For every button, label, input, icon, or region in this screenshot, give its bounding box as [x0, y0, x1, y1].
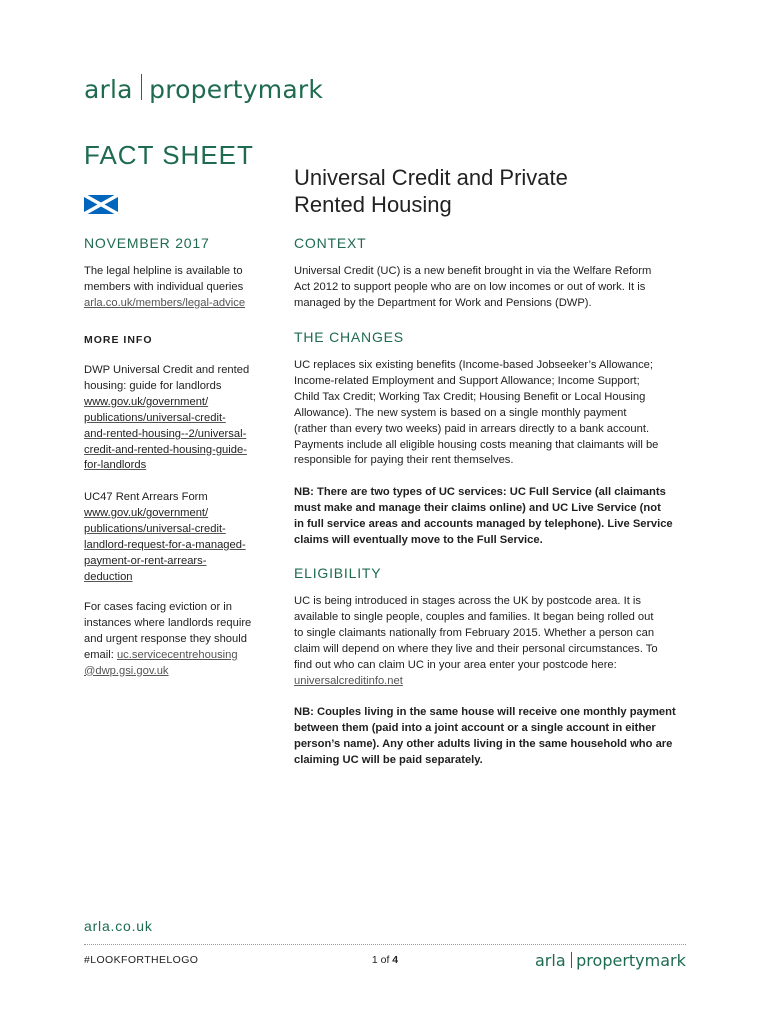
date-heading: NOVEMBER 2017: [84, 235, 210, 251]
eviction-text-2: instances where landlords require: [84, 616, 252, 629]
changes-line: Allowance). The new system is based on a single monthly payment: [294, 406, 627, 419]
changes-line: Child Tax Credit; Working Tax Credit; Housing Benefit or Local Housing: [294, 390, 646, 403]
page-total: 4: [392, 954, 399, 966]
dwp-guide-link[interactable]: [84, 395, 274, 475]
helpline-text-2: members with individual queries: [84, 280, 244, 293]
eviction-text-1: For cases facing eviction or in: [84, 601, 232, 613]
logo-divider: [141, 74, 143, 100]
guide-link-line: publications/universal-credit-: [84, 411, 226, 424]
document-title: [294, 164, 694, 218]
uc47-title: UC47 Rent Arrears Form: [84, 491, 208, 503]
changes-paragraph: [294, 358, 694, 469]
legal-advice-link[interactable]: arla.co.uk/members/legal-advice: [84, 296, 246, 309]
universal-credit-info-link[interactable]: universalcreditinfo.net: [294, 674, 403, 687]
context-line: managed by the Department for Work and Pensions (DWP).: [294, 296, 592, 309]
footer-logo: [535, 951, 686, 970]
eligibility-line: available to single people, couples and families. It began being rolled out: [294, 610, 654, 623]
eligibility-nb-line: person’s name). Any other adults living in the same household who are: [294, 737, 673, 750]
logo-arla: arla: [84, 75, 133, 104]
helpline-block: [84, 264, 274, 312]
eligibility-line: to single claimants nationally from February 2015. Whether a person can: [294, 626, 655, 639]
context-paragraph: [294, 264, 694, 312]
uc47-link-line: landlord-request-for-a-managed-: [84, 538, 246, 551]
uc47-link-line: www.gov.uk/government/: [84, 506, 209, 519]
uc47-link-line: publications/universal-credit-: [84, 522, 226, 535]
context-line: Universal Credit (UC) is a new benefit brought in via the Welfare Reform: [294, 265, 652, 277]
uc47-link-line: payment-or-rent-arrears-: [84, 554, 207, 567]
page-number-prefix: 1 of: [371, 954, 393, 966]
changes-line: UC replaces six existing benefits (Income-based Jobseeker’s Allowance;: [294, 359, 654, 371]
logo-propertymark: propertymark: [149, 75, 324, 104]
changes-nb-line: must make and manage their claims online) and UC Live Service (not: [294, 501, 661, 514]
context-heading: CONTEXT: [294, 235, 367, 251]
footer-hashtag: #LOOKFORTHELOGO: [84, 954, 199, 966]
changes-nb: [294, 485, 694, 549]
changes-nb-line: NB: There are two types of UC services: UC Full Service (all claimants: [294, 486, 666, 498]
changes-line: (rather than every two weeks) paid in arrears directly to a bank account.: [294, 422, 650, 435]
guide-link-line: and-rented-housing--2/universal-: [84, 427, 247, 440]
changes-nb-line: claims will eventually move to the Full Service.: [294, 533, 543, 546]
footer-logo-propertymark: propertymark: [576, 951, 686, 970]
eligibility-line: UC is being introduced in stages across the UK by postcode area. It is: [294, 595, 641, 607]
changes-heading: THE CHANGES: [294, 329, 404, 345]
eviction-block: [84, 600, 274, 680]
helpline-text-1: The legal helpline is available to: [84, 265, 243, 277]
uc47-link-line: deduction: [84, 570, 133, 583]
eligibility-line: find out who can claim UC in your area enter your postcode here:: [294, 658, 617, 671]
uc47-block: [84, 490, 274, 585]
eligibility-paragraph: [294, 594, 694, 689]
scotland-flag-icon: [84, 195, 118, 214]
guide-text-1: DWP Universal Credit and rented: [84, 364, 250, 376]
eviction-email-link-domain[interactable]: @dwp.gsi.gov.uk: [84, 664, 169, 677]
footer-site-link[interactable]: arla.co.uk: [84, 918, 153, 934]
footer-logo-divider: [571, 952, 573, 968]
eligibility-nb-line: claiming UC will be paid separately.: [294, 753, 483, 766]
guide-link-line: for-landlords: [84, 459, 147, 472]
footer-divider: [84, 944, 686, 945]
document-title-line-1: Universal Credit and Private: [294, 165, 568, 190]
fact-sheet-label: FACT SHEET: [84, 140, 254, 170]
guide-link-line: www.gov.uk/government/: [84, 395, 209, 408]
dwp-guide-block: [84, 363, 274, 474]
eviction-email-link[interactable]: uc.servicecentrehousing: [116, 648, 238, 661]
arla-propertymark-logo: [84, 74, 323, 104]
guide-text-2: housing: guide for landlords: [84, 379, 222, 392]
eviction-text-3: and urgent response they should: [84, 632, 247, 645]
document-title-line-2: Rented Housing: [294, 192, 452, 217]
page-number: [355, 954, 415, 966]
eligibility-nb-line: between them (paid into a joint account or a single account in either: [294, 721, 656, 734]
changes-line: Income-related Employment and Support Allowance; Income Support;: [294, 374, 640, 387]
eligibility-heading: ELIGIBILITY: [294, 565, 382, 581]
eligibility-nb: [294, 705, 694, 769]
eligibility-nb-line: NB: Couples living in the same house will receive one monthly payment: [294, 706, 676, 718]
changes-line: responsible for paying their rent themselves.: [294, 454, 514, 467]
uc47-link[interactable]: [84, 506, 274, 586]
footer-logo-arla: arla: [535, 951, 566, 970]
guide-link-line: credit-and-rented-housing-guide-: [84, 443, 247, 456]
context-line: Act 2012 to support people who are on low incomes or out of work. It is: [294, 280, 646, 293]
changes-line: Payments include all eligible housing costs meaning that claimants will be: [294, 438, 659, 451]
eligibility-line: claim will depend on where they live and their personal circumstances. To: [294, 642, 658, 655]
eviction-email-prefix: email:: [84, 648, 117, 661]
changes-nb-line: in full service areas and accounts managed by telephone). Live Service: [294, 517, 673, 530]
more-info-label: MORE INFO: [84, 334, 153, 346]
